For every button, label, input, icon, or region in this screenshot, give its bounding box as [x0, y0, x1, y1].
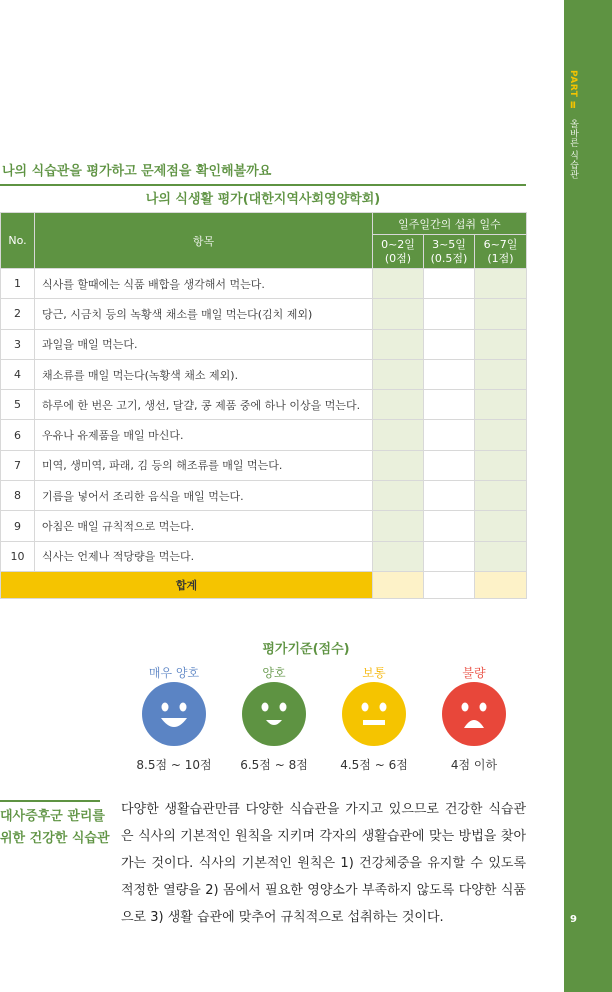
answer-cell[interactable] — [475, 420, 527, 450]
total-cell[interactable] — [424, 571, 475, 598]
answer-cell[interactable] — [475, 511, 527, 541]
answer-cell[interactable] — [475, 329, 527, 359]
answer-cell[interactable] — [475, 359, 527, 389]
answer-cell[interactable] — [373, 420, 424, 450]
criteria-neutral — [324, 664, 424, 773]
answer-cell[interactable] — [373, 511, 424, 541]
page-number: 9 — [570, 914, 577, 925]
bad-face-icon — [442, 682, 506, 746]
answer-cell[interactable] — [475, 299, 527, 329]
criteria-score: 4점 이하 — [450, 758, 498, 772]
part-label: PART Ⅱ — [568, 70, 578, 112]
table-row: 5 하루에 한 번은 고기, 생선, 달걀, 콩 제품 중에 하나 이상을 먹는다. — [1, 390, 527, 420]
answer-cell[interactable] — [373, 390, 424, 420]
col-header-3-5: 3~5일 (0.5점) — [424, 235, 475, 269]
section-heading: 대사증후군 관리를 위한 건강한 식습관 — [0, 809, 110, 846]
criteria-score: 6.5점 ~ 8점 — [240, 758, 308, 772]
criteria-bad — [424, 664, 524, 773]
divider — [0, 800, 100, 802]
table-row: 10 식사는 언제나 적당량을 먹는다. — [1, 541, 527, 571]
answer-cell[interactable] — [475, 481, 527, 511]
criteria-label: 매우 양호 — [148, 666, 200, 680]
total-row — [1, 571, 527, 598]
answer-cell[interactable] — [475, 450, 527, 480]
very-good-face-icon — [142, 682, 206, 746]
table-row: 3 과일을 매일 먹는다. — [1, 329, 527, 359]
answer-cell[interactable] — [373, 299, 424, 329]
answer-cell[interactable] — [373, 269, 424, 299]
answer-cell[interactable] — [373, 541, 424, 571]
diet-evaluation-table — [0, 212, 527, 599]
table-row: 2 당근, 시금치 등의 녹황색 채소를 매일 먹는다(김치 제외) — [1, 299, 527, 329]
table-row: 9 아침은 매일 규칙적으로 먹는다. — [1, 511, 527, 541]
criteria-label: 보통 — [362, 666, 386, 680]
criteria-label: 양호 — [262, 666, 286, 680]
answer-cell[interactable] — [424, 390, 475, 420]
answer-cell[interactable] — [424, 299, 475, 329]
col-header-group: 일주일간의 섭취 일수 — [373, 213, 527, 235]
answer-cell[interactable] — [373, 481, 424, 511]
criteria-good — [224, 664, 324, 773]
answer-cell[interactable] — [424, 329, 475, 359]
answer-cell[interactable] — [475, 390, 527, 420]
criteria-label: 불량 — [462, 666, 486, 680]
divider — [0, 184, 526, 186]
table-row: 7 미역, 생미역, 파래, 김 등의 해조류를 매일 먹는다. — [1, 450, 527, 480]
total-cell[interactable] — [373, 571, 424, 598]
answer-cell[interactable] — [373, 329, 424, 359]
table-title: 나의 식생활 평가(대한지역사회영양학회) — [145, 192, 381, 207]
col-header-item: 항목 — [35, 213, 373, 269]
col-header-6-7: 6~7일 (1점) — [475, 235, 527, 269]
table-row: 1 식사를 할때에는 식품 배합을 생각해서 먹는다. — [1, 269, 527, 299]
answer-cell[interactable] — [424, 481, 475, 511]
col-header-no: No. — [1, 213, 35, 269]
answer-cell[interactable] — [475, 541, 527, 571]
chapter-label — [566, 70, 580, 179]
answer-cell[interactable] — [424, 541, 475, 571]
intro-heading: 나의 식습관을 평가하고 문제점을 확인해볼까요 — [2, 164, 272, 179]
answer-cell[interactable] — [424, 450, 475, 480]
answer-cell[interactable] — [475, 269, 527, 299]
chapter-title: 올바른 식습관 — [568, 118, 578, 180]
answer-cell[interactable] — [424, 269, 475, 299]
neutral-face-icon — [342, 682, 406, 746]
table-row: 6 우유나 유제품을 매일 마신다. — [1, 420, 527, 450]
total-label: 합계 — [1, 571, 373, 598]
answer-cell[interactable] — [424, 420, 475, 450]
section-body: 다양한 생활습관만큼 다양한 식습관을 가지고 있으므로 건강한 식습관은 식사의 기본적인 원칙을 지키며 각자의 생활습관에 맞는 방법을 찾아가는 것이다. 식사의 기본적인 원칙은 1) 건강체중을 유지할 수 있도록 적정한 열량을 2) 몸에서 필요한 영양소가 부족하지 않도록 다양한 식품으로 3) 생활 습관에 맞추어 규칙적으로 섭취하는 것이다. — [121, 802, 526, 925]
total-cell[interactable] — [475, 571, 527, 598]
answer-cell[interactable] — [424, 359, 475, 389]
answer-cell[interactable] — [373, 450, 424, 480]
criteria-score: 4.5점 ~ 6점 — [340, 758, 408, 772]
criteria-score: 8.5점 ~ 10점 — [136, 758, 212, 772]
answer-cell[interactable] — [424, 511, 475, 541]
criteria-title: 평가기준(점수) — [262, 642, 350, 657]
answer-cell[interactable] — [373, 359, 424, 389]
col-header-0-2: 0~2일 (0점) — [373, 235, 424, 269]
good-face-icon — [242, 682, 306, 746]
table-row: 8 기름을 넣어서 조리한 음식을 매일 먹는다. — [1, 481, 527, 511]
criteria-very-good — [124, 664, 224, 773]
table-row: 4 채소류를 매일 먹는다(녹황색 채소 제외). — [1, 359, 527, 389]
